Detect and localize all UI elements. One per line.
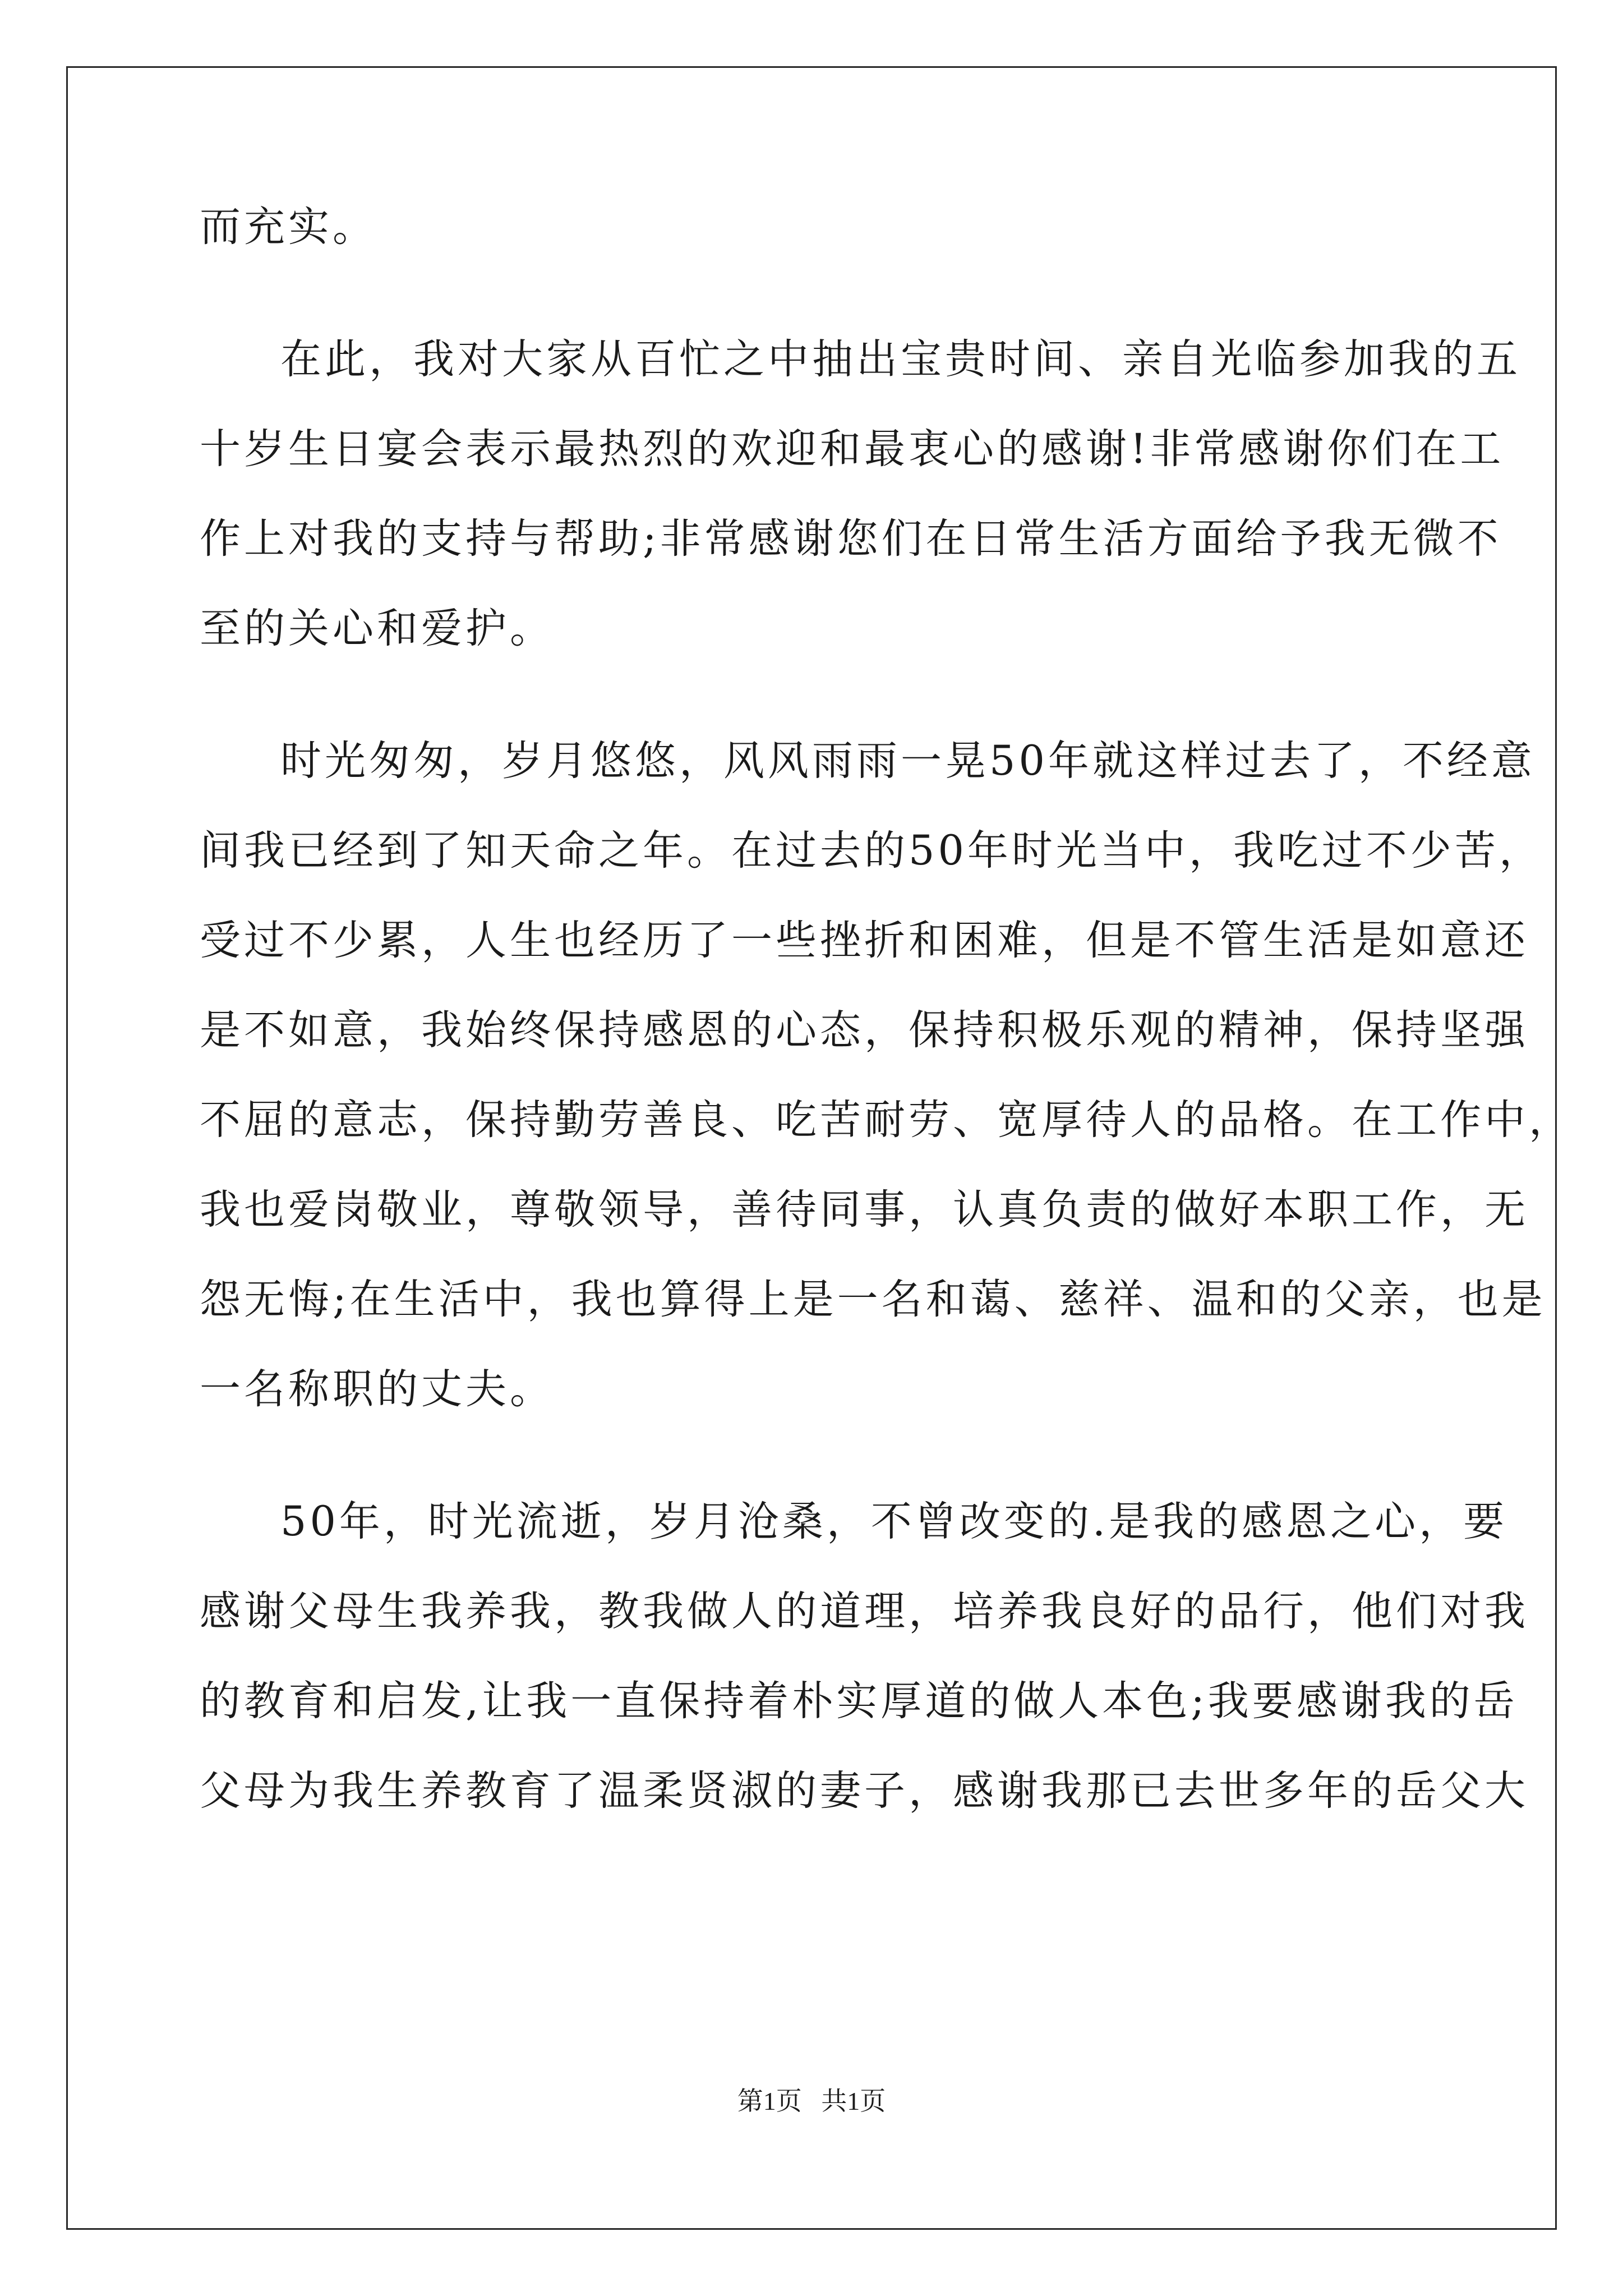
text-line: 而充实。 — [200, 203, 377, 251]
text-line: 至的关心和爱护。 — [200, 605, 554, 652]
text-line: 的教育和启发,让我一直保持着朴实厚道的做人本色;我要感谢我的岳 — [200, 1677, 1518, 1725]
text-line: 怨无悔;在生活中，我也算得上是一名和蔼、慈祥、温和的父亲，也是 — [200, 1276, 1546, 1323]
page-number-footer: 第1页 共1页 — [737, 2087, 886, 2115]
paragraph-start-line: 50年，时光流逝，岁月沧桑，不曾改变的.是我的感恩之心，要 — [280, 1498, 1508, 1545]
text-line: 作上对我的支持与帮助;非常感谢您们在日常生活方面给予我无微不 — [200, 515, 1502, 563]
text-line: 感谢父母生我养我，教我做人的道理，培养我良好的品行，他们对我 — [200, 1588, 1529, 1635]
paragraph-start-line: 时光匆匆，岁月悠悠，风风雨雨一晃50年就这样过去了，不经意 — [280, 737, 1536, 785]
text-line: 十岁生日宴会表示最热烈的欢迎和最衷心的感谢!非常感谢你们在工 — [200, 425, 1505, 473]
text-line: 间我已经到了知天命之年。在过去的50年时光当中，我吃过不少苦， — [200, 827, 1543, 875]
page-border — [66, 66, 1557, 2230]
text-line: 我也爱岗敬业，尊敬领导，善待同事，认真负责的做好本职工作，无 — [200, 1186, 1529, 1234]
text-line: 是不如意，我始终保持感恩的心态，保持积极乐观的精神，保持坚强 — [200, 1006, 1529, 1054]
paragraph-start-line: 在此，我对大家从百忙之中抽出宝贵时间、亲自光临参加我的五 — [280, 335, 1521, 383]
text-line: 不屈的意志，保持勤劳善良、吃苦耐劳、宽厚待人的品格。在工作中， — [200, 1096, 1573, 1144]
text-line: 一名称职的丈夫。 — [200, 1365, 554, 1413]
text-line: 父母为我生养教育了温柔贤淑的妻子，感谢我那已去世多年的岳父大 — [200, 1767, 1529, 1815]
text-line: 受过不少累，人生也经历了一些挫折和困难，但是不管生活是如意还 — [200, 917, 1529, 964]
